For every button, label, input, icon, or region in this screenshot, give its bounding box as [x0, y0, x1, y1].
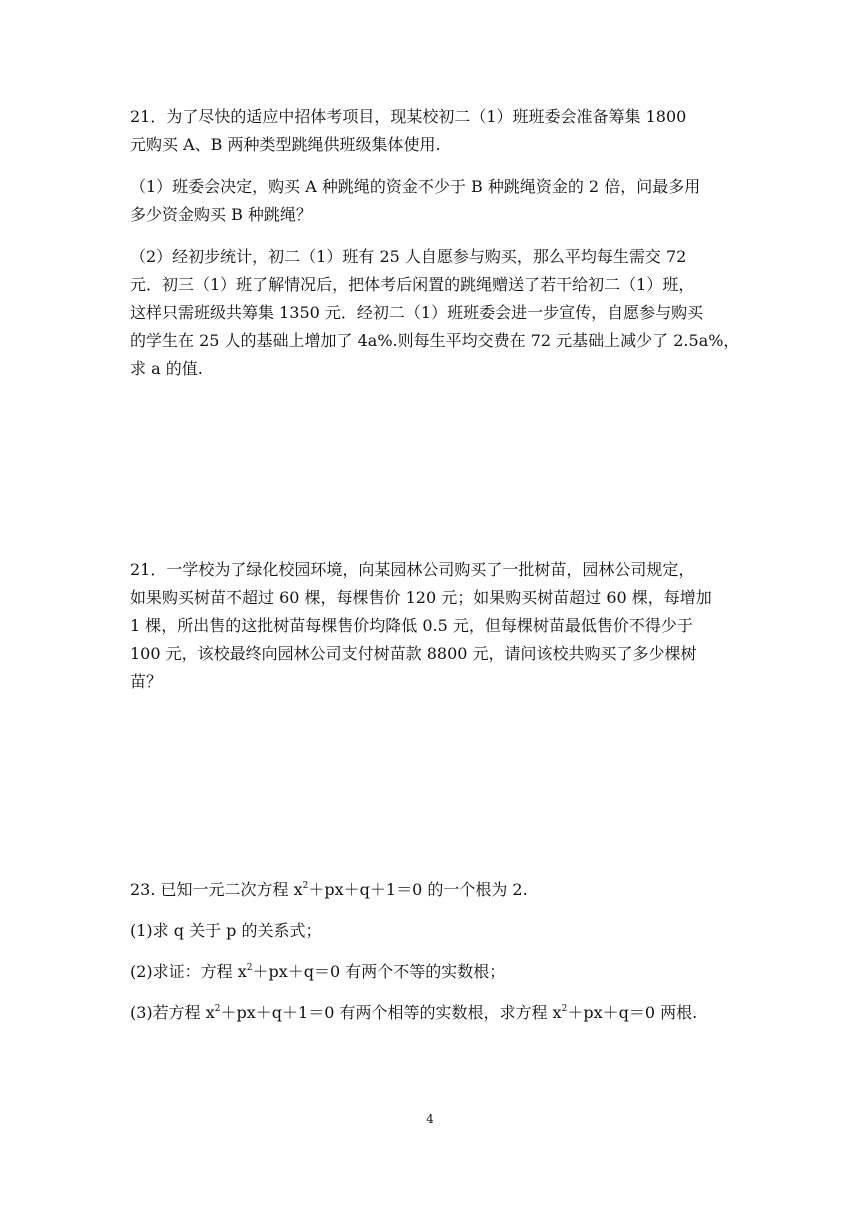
page-number: 4	[426, 1112, 434, 1126]
q23-stem-exponent: 2	[302, 881, 309, 891]
q21a-part2-line-4: 的学生在 25 人的基础上增加了 4a%.则每生平均交费在 72 元基础上减少了 2.5a%，	[130, 331, 740, 350]
q21b-line-2: 如果购买树苗不超过 60 棵，每棵售价 120 元；如果购买树苗超过 60 棵，每增加	[130, 588, 712, 607]
q21b-line-4: 100 元，该校最终向园林公司支付树苗款 8800 元，请问该校共购买了多少棵树	[130, 644, 697, 663]
q21a-part2-line-2: 元．初三（1）班了解情况后，把体考后闲置的跳绳赠送了若干给初二（1）班，	[130, 275, 695, 294]
q23-part3-exponent-1: 2	[214, 1004, 221, 1014]
q21b-line-1: 21．一学校为了绿化校园环境，向某园林公司购买了一批树苗，园林公司规定，	[130, 560, 695, 579]
q23-part3-text-b: ＋px＋q＋1＝0 有两个相等的实数根，求方程 x	[220, 1003, 562, 1022]
q21a-part2-line-1: （2）经初步统计，初二（1）班有 25 人自愿参与购买，那么平均每生需交 72	[130, 247, 687, 266]
q21a-part2-line-5: 求 a 的值.	[130, 359, 203, 378]
q23-part3-exponent-2: 2	[561, 1004, 568, 1014]
q23-part3-text-c: ＋px＋q＝0 两根.	[567, 1003, 698, 1022]
q23-part3-text-a: (3)若方程 x	[130, 1003, 215, 1022]
q23-part2-exponent: 2	[246, 963, 253, 973]
q23-part1: (1)求 q 关于 p 的关系式；	[130, 921, 322, 940]
q21a-line-2: 元购买 A、B 两种类型跳绳供班级集体使用.	[130, 135, 441, 154]
q21b-line-5: 苗？	[130, 672, 163, 691]
q21a-part1-line-2: 多少资金购买 B 种跳绳？	[130, 205, 312, 224]
q23-part3	[130, 1003, 697, 1023]
q23-stem-text-a: 23. 已知一元二次方程 x	[130, 880, 303, 899]
q23-part2	[130, 962, 505, 982]
q23-stem-text-b: ＋px＋q＋1＝0 的一个根为 2.	[308, 880, 528, 899]
q21a-part1-line-1: （1）班委会决定，购买 A 种跳绳的资金不少于 B 种跳绳资金的 2 倍，问最多用	[130, 177, 701, 196]
q21a-part2-line-3: 这样只需班级共筹集 1350 元．经初二（1）班班委会进一步宣传，自愿参与购买	[130, 303, 704, 322]
q23-part2-text-a: (2)求证：方程 x	[130, 962, 247, 981]
q23-part2-text-b: ＋px＋q＝0 有两个不等的实数根；	[252, 962, 506, 981]
q21b-line-3: 1 棵，所出售的这批树苗每棵售价均降低 0.5 元，但每棵树苗最低售价不得少于	[130, 616, 693, 635]
q23-stem	[130, 880, 528, 900]
q21a-line-1: 21．为了尽快的适应中招体考项目，现某校初二（1）班班委会准备筹集 1800	[130, 107, 687, 126]
